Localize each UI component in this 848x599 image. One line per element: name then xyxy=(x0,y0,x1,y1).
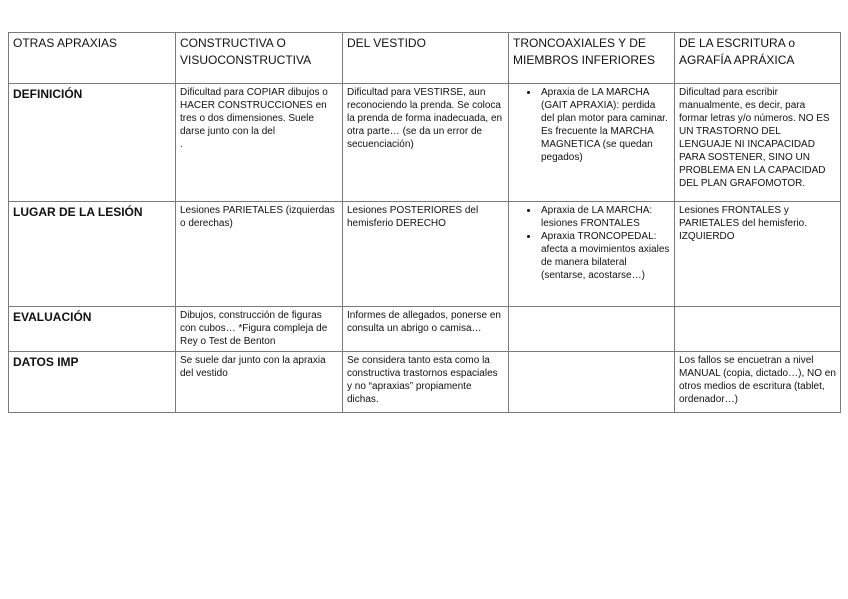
cell-evaluacion-escritura xyxy=(675,307,841,352)
cell-datos-troncoaxiales xyxy=(509,352,675,413)
bullet-list xyxy=(513,86,670,164)
cell-evaluacion-constructiva: Dibujos, construcción de figuras con cubos… *Figura compleja de Rey o Test de Benton xyxy=(176,307,343,352)
cell-definicion-constructiva: Dificultad para COPIAR dibujos o HACER CONSTRUCCIONES en tres o dos dimensiones. Suele darse junto con la del . xyxy=(176,84,343,202)
cell-evaluacion-vestido: Informes de allegados, ponerse en consulta un abrigo o camisa… xyxy=(343,307,509,352)
row-label-evaluacion: EVALUACIÓN xyxy=(9,307,176,352)
row-lugar-lesion xyxy=(9,202,841,307)
header-troncoaxiales: TRONCOAXIALES Y DE MIEMBROS INFERIORES xyxy=(509,33,675,84)
cell-datos-escritura: Los fallos se encuetran a nivel MANUAL (copia, dictado…), NO en otros medios de escritura (tablet, ordenador…) xyxy=(675,352,841,413)
list-item: • Apraxia de LA MARCHA: lesiones FRONTALES xyxy=(539,204,670,230)
list-item: • Apraxia TRONCOPEDAL: afecta a movimientos axiales de manera bilateral (sentarse, acostarse…) xyxy=(539,230,670,282)
header-row xyxy=(9,33,841,84)
cell-definicion-vestido: Dificultad para VESTIRSE, aun reconociendo la prenda. Se coloca la prenda de forma inadecuada, en otra parte… (se da un error de secuenciación) xyxy=(343,84,509,202)
cell-definicion-troncoaxiales xyxy=(509,84,675,202)
bullet-list xyxy=(513,204,670,282)
cell-evaluacion-troncoaxiales xyxy=(509,307,675,352)
row-label-datos-imp: DATOS IMP xyxy=(9,352,176,413)
header-del-vestido: DEL VESTIDO xyxy=(343,33,509,84)
cell-lugar-constructiva: Lesiones PARIETALES (izquierdas o derechas) xyxy=(176,202,343,307)
cell-lugar-escritura: Lesiones FRONTALES y PARIETALES del hemisferio. IZQUIERDO xyxy=(675,202,841,307)
cell-definicion-escritura: Dificultad para escribir manualmente, es decir, para formar letras y/o números. NO ES UN TRASTORNO DEL LENGUAJE NI INCAPACIDAD PARA SOSTENER, SINO UN PROBLEMA EN LA CAPACIDAD DEL PLAN GRAFOMOTOR. xyxy=(675,84,841,202)
header-constructiva: CONSTRUCTIVA O VISUOCONSTRUCTIVA xyxy=(176,33,343,84)
row-label-definicion: DEFINICIÓN xyxy=(9,84,176,202)
row-evaluacion xyxy=(9,307,841,352)
header-escritura: DE LA ESCRITURA o AGRAFÍA APRÁXICA xyxy=(675,33,841,84)
apraxias-table xyxy=(8,32,841,413)
cell-datos-vestido: Se considera tanto esta como la constructiva trastornos espaciales y no “apraxias” propiamente dichas. xyxy=(343,352,509,413)
row-datos-imp xyxy=(9,352,841,413)
cell-datos-constructiva: Se suele dar junto con la apraxia del vestido xyxy=(176,352,343,413)
row-label-lugar-lesion: LUGAR DE LA LESIÓN xyxy=(9,202,176,307)
cell-lugar-vestido: Lesiones POSTERIORES del hemisferio DERECHO xyxy=(343,202,509,307)
cell-lugar-troncoaxiales xyxy=(509,202,675,307)
list-item: • Apraxia de LA MARCHA (GAIT APRAXIA): perdida del plan motor para caminar. Es frecuente la MARCHA MAGNETICA (se quedan pegados) xyxy=(539,86,670,164)
row-definicion xyxy=(9,84,841,202)
header-otras-apraxias: OTRAS APRAXIAS xyxy=(9,33,176,84)
